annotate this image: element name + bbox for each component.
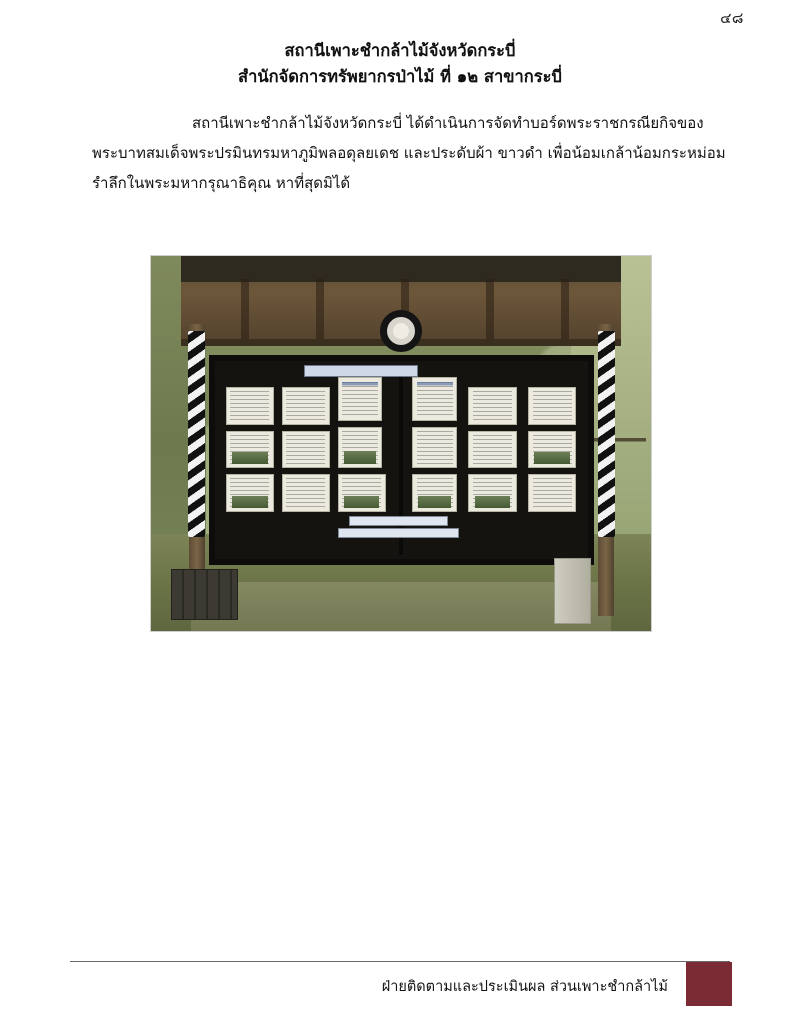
board-sheet xyxy=(226,474,274,512)
footer-text: ฝ่ายติดตามและประเมินผล ส่วนเพาะชำกล้าไม้ xyxy=(381,979,668,995)
board-sheet xyxy=(528,431,576,469)
board-sheet xyxy=(468,431,516,469)
board-label-strip-1 xyxy=(349,516,448,526)
board-sheet xyxy=(282,387,330,425)
board-sheet xyxy=(468,387,516,425)
photo-scene xyxy=(151,256,651,631)
mourning-ribbon-right xyxy=(598,331,615,537)
board-sheet-center xyxy=(412,377,457,421)
board-sheet-center xyxy=(412,427,457,469)
wreath-inner xyxy=(393,323,409,339)
board-sheet xyxy=(338,474,386,512)
concrete-pillar xyxy=(554,558,591,624)
board-sheet xyxy=(282,474,330,512)
heading-line-1: สถานีเพาะชำกล้าไม้จังหวัดกระบี่ xyxy=(284,41,516,60)
board-sheet xyxy=(282,431,330,469)
heading-line-2: สำนักจัดการทรัพยากรป่าไม้ ที่ ๑๒ สาขากระบี่ xyxy=(238,67,562,86)
footer-divider xyxy=(70,961,730,962)
board-sheet-center xyxy=(338,427,383,469)
board-sheet xyxy=(226,387,274,425)
mourning-ribbon-left xyxy=(188,331,205,537)
body-line-2: พระบาทสมเด็จพระปรมินทรมหาภูมิพลอดุลยเดช และประดับผ้า ขาวดำ เพื่อน้อมเกล้าน้อมกระหม่อม xyxy=(92,144,726,162)
board-sheet xyxy=(468,474,516,512)
heading-block xyxy=(70,38,730,90)
page-number: ๔๘ xyxy=(720,9,744,27)
exhibition-board xyxy=(209,355,594,565)
body-paragraph xyxy=(92,108,726,198)
body-line-3: รำลึกในพระมหากรุณาธิคุณ หาที่สุดมิได้ xyxy=(92,174,351,192)
board-sheet-center xyxy=(338,377,383,421)
board-sheet xyxy=(528,474,576,512)
board-sheet xyxy=(226,431,274,469)
foreground-blocks xyxy=(171,569,238,620)
board-sheet xyxy=(528,387,576,425)
ground-path xyxy=(191,582,611,631)
footer-color-marker xyxy=(686,962,732,1006)
board-label-strip-2 xyxy=(338,528,459,538)
board-title-strip xyxy=(304,365,418,377)
figure-photo xyxy=(150,255,652,632)
body-line-1: สถานีเพาะชำกล้าไม้จังหวัดกระบี่ ได้ดำเนินการจัดทำบอร์ดพระราชกรณียกิจของ xyxy=(192,114,704,132)
board-sheet xyxy=(412,474,457,512)
